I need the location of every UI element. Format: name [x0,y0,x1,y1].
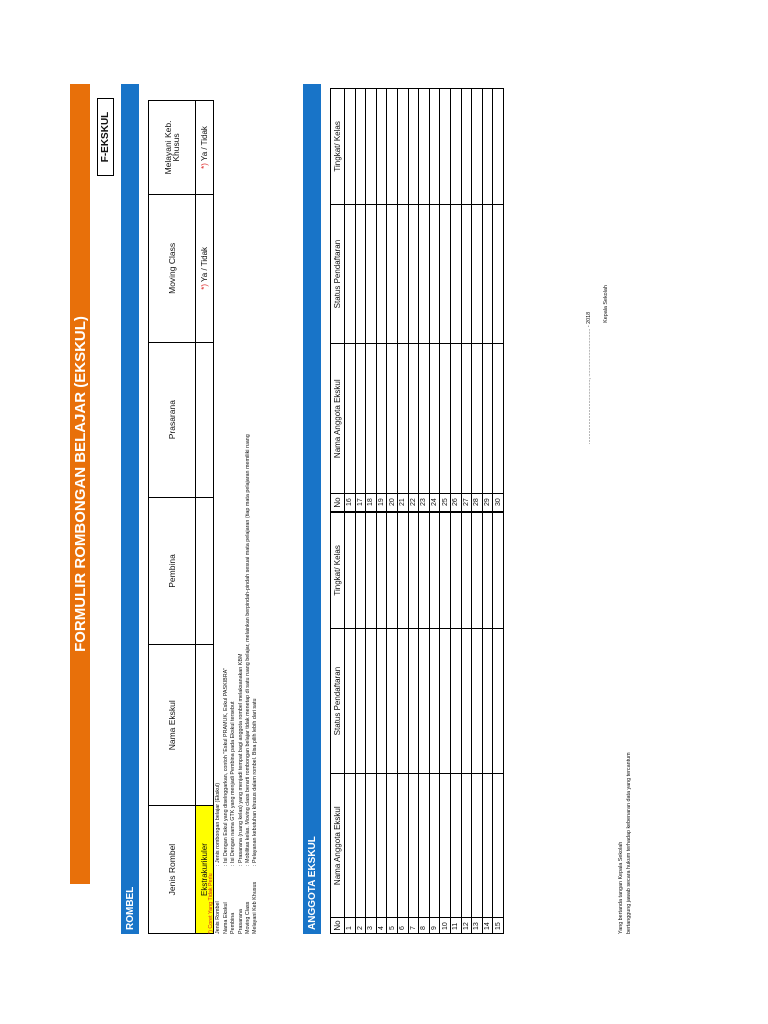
moving-class-value: Ya / Tidak [199,246,209,285]
table-row [408,89,419,512]
col-nama-ekskul: Nama Ekskul [149,645,196,806]
nama-anggota-cell[interactable] [387,774,398,918]
table-row [472,513,483,934]
tingkat-kelas-cell[interactable] [397,513,408,629]
status-pendaftaran-cell[interactable] [345,204,356,344]
nama-anggota-cell[interactable] [429,344,440,494]
row-number: 5 [387,918,398,934]
row-number: 18 [366,494,377,512]
nama-anggota-cell[interactable] [345,344,356,494]
status-pendaftaran-cell[interactable] [482,628,493,774]
nama-anggota-cell[interactable] [355,344,366,494]
status-pendaftaran-cell[interactable] [366,628,377,774]
table-row [387,89,398,512]
cell-melayani[interactable]: *) Ya / Tidak [196,101,214,195]
anggota-band [303,84,321,934]
row-number: 17 [355,494,366,512]
note-item: Pembina: Isi Dengan nama GTK yang menjadi Pembina pada Ekskul tersebut [230,701,237,934]
notes-block [208,74,260,934]
tingkat-kelas-cell[interactable] [482,513,493,629]
anggota-header-row [331,513,345,934]
table-row [397,513,408,934]
nama-anggota-cell[interactable] [366,344,377,494]
nama-anggota-cell[interactable] [376,774,387,918]
signature-statement-2: bertanggung jawab secara hukum terhadap kebenaran data yang tercantum [626,752,632,934]
table-row [493,513,504,934]
tingkat-kelas-cell[interactable] [355,513,366,629]
tingkat-kelas-cell[interactable] [429,513,440,629]
anggota-right-body [345,89,504,512]
tingkat-kelas-cell[interactable] [387,513,398,629]
status-pendaftaran-cell[interactable] [450,628,461,774]
table-row [419,89,430,512]
anggota-label: ANGGOTA EKSKUL [306,836,318,930]
table-row [366,89,377,512]
tingkat-kelas-cell[interactable] [408,89,419,205]
table-row [450,513,461,934]
status-pendaftaran-cell[interactable] [472,204,483,344]
row-number: 24 [429,494,440,512]
table-row [461,513,472,934]
nama-anggota-cell[interactable] [419,344,430,494]
tingkat-kelas-cell[interactable] [450,513,461,629]
status-pendaftaran-cell[interactable] [493,628,504,774]
tingkat-kelas-cell[interactable] [376,513,387,629]
row-number: 7 [408,918,419,934]
note-item: Moving Class: Mobilitas kelas. Moving class berarti rombongan belajar tidak menetap di satu ruang belajar, melainkan berpindah-pindah sesuai mata pelajaran (tiap mata pelajaran memiliki ruang [245,434,252,934]
col-status-pendaftaran: Status Pendaftaran [331,204,345,344]
tingkat-kelas-cell[interactable] [450,89,461,205]
tingkat-kelas-cell[interactable] [387,89,398,205]
status-pendaftaran-cell[interactable] [440,628,451,774]
status-pendaftaran-cell[interactable] [397,628,408,774]
status-pendaftaran-cell[interactable] [493,204,504,344]
rombel-label: ROMBEL [124,886,136,930]
table-row [440,513,451,934]
status-pendaftaran-cell[interactable] [408,204,419,344]
tingkat-kelas-cell[interactable] [429,89,440,205]
tingkat-kelas-cell[interactable] [376,89,387,205]
table-row [345,89,356,512]
form-code: F-EKSKUL [100,111,111,163]
rombel-header-row [149,101,196,934]
row-number: 27 [461,494,472,512]
row-number: 15 [493,918,504,934]
row-number: 1 [345,918,356,934]
col-nama-anggota: Nama Anggota Ekskul [331,344,345,494]
row-number: 16 [345,494,356,512]
col-no: No [331,494,345,512]
table-row [429,89,440,512]
nama-anggota-cell[interactable] [440,344,451,494]
anggota-left-body [345,513,504,934]
status-pendaftaran-cell[interactable] [408,628,419,774]
nama-anggota-cell[interactable] [450,344,461,494]
nama-anggota-cell[interactable] [472,774,483,918]
nama-anggota-cell[interactable] [482,774,493,918]
anggota-table-right [330,88,504,512]
tingkat-kelas-cell[interactable] [345,89,356,205]
note-item: Prasarana: Prasarana (ruang kelas) yang menjadi tempat bagi anggota rombel melaksanakan KBM [237,653,244,934]
status-pendaftaran-cell[interactable] [440,204,451,344]
status-pendaftaran-cell[interactable] [472,628,483,774]
note-item: Nama Ekskul: Isi Dengan Eskul yang diselnggarkan, contoh "Eskul PRAMUK, Eskul PASKIBRA" [222,667,229,934]
nama-anggota-cell[interactable] [450,774,461,918]
tingkat-kelas-cell[interactable] [461,513,472,629]
col-no: No [331,918,345,934]
status-pendaftaran-cell[interactable] [355,204,366,344]
table-row [387,513,398,934]
tingkat-kelas-cell[interactable] [355,89,366,205]
col-pembina: Pembina [149,497,196,645]
nama-anggota-cell[interactable] [397,774,408,918]
tingkat-kelas-cell[interactable] [419,89,430,205]
rombel-table [148,100,214,934]
col-jenis-rombel: Jenis Rombel [149,806,196,934]
table-row [461,89,472,512]
row-number: 11 [450,918,461,934]
nama-anggota-cell[interactable] [461,344,472,494]
status-pendaftaran-cell[interactable] [376,204,387,344]
table-row [482,89,493,512]
row-number: 23 [419,494,430,512]
note-item: Jenis Rombel: Jenis rombongan belajar (Ekskul) [215,783,222,934]
row-number: 3 [366,918,377,934]
table-row [366,513,377,934]
note-coret: *) Coret Yang Tidak Perlu [208,873,214,934]
nama-anggota-cell[interactable] [482,344,493,494]
row-number: 10 [440,918,451,934]
row-number: 22 [408,494,419,512]
row-number: 28 [472,494,483,512]
col-prasarana: Prasarana [149,342,196,497]
row-number: 6 [397,918,408,934]
signature-left [617,514,633,934]
status-pendaftaran-cell[interactable] [387,628,398,774]
status-pendaftaran-cell[interactable] [397,204,408,344]
nama-anggota-cell[interactable] [461,774,472,918]
status-pendaftaran-cell[interactable] [429,204,440,344]
nama-anggota-cell[interactable] [376,344,387,494]
row-number: 30 [493,494,504,512]
row-number: 13 [472,918,483,934]
table-row [429,513,440,934]
nama-anggota-cell[interactable] [493,774,504,918]
status-pendaftaran-cell[interactable] [366,204,377,344]
col-status-pendaftaran: Status Pendaftaran [331,628,345,774]
table-row [450,89,461,512]
col-tingkat-kelas: Tingkat/ Kelas [331,89,345,205]
tingkat-kelas-cell[interactable] [366,89,377,205]
signature-date-line: ..........................................., ................................ - 2018 [586,311,592,444]
table-row [482,513,493,934]
nama-anggota-cell[interactable] [440,774,451,918]
row-number: 29 [482,494,493,512]
nama-anggota-cell[interactable] [429,774,440,918]
nama-anggota-cell[interactable] [408,344,419,494]
title-band [70,84,90,884]
nama-anggota-cell[interactable] [366,774,377,918]
row-number: 9 [429,918,440,934]
tingkat-kelas-cell[interactable] [345,513,356,629]
anggota-table-left [330,512,504,934]
col-nama-anggota: Nama Anggota Ekskul [331,774,345,918]
table-row [440,89,451,512]
table-row [397,89,408,512]
tingkat-kelas-cell[interactable] [397,89,408,205]
tingkat-kelas-cell[interactable] [461,89,472,205]
anggota-header-row [331,89,345,512]
col-moving-class: Moving Class [149,194,196,342]
col-melayani: Melayani Keb. Khusus [149,101,196,195]
form-code-box [97,98,114,176]
tingkat-kelas-cell[interactable] [482,89,493,205]
table-row [355,513,366,934]
nama-anggota-cell[interactable] [345,774,356,918]
table-row [376,513,387,934]
table-row [355,89,366,512]
status-pendaftaran-cell[interactable] [461,204,472,344]
signature-role: Kepala Sekolah [603,285,609,323]
row-number: 8 [419,918,430,934]
row-number: 25 [440,494,451,512]
status-pendaftaran-cell[interactable] [482,204,493,344]
note-item: Melayani Keb Khusus: Pelayanan kebutuhan khusus dalam rombel. Bisa pilih lebih dari satu [252,698,259,934]
tingkat-kelas-cell[interactable] [493,513,504,629]
row-number: 21 [397,494,408,512]
nama-anggota-cell[interactable] [387,344,398,494]
rombel-band [121,84,139,934]
row-number: 14 [482,918,493,934]
tingkat-kelas-cell[interactable] [472,89,483,205]
melayani-value: Ya / Tidak [199,126,209,164]
table-row [408,513,419,934]
row-number: 20 [387,494,398,512]
row-number: 2 [355,918,366,934]
table-row [472,89,483,512]
status-pendaftaran-cell[interactable] [419,628,430,774]
cell-jenis-rombel[interactable]: Ekstrakurikuler [196,806,214,934]
tingkat-kelas-cell[interactable] [366,513,377,629]
row-number: 12 [461,918,472,934]
status-pendaftaran-cell[interactable] [376,628,387,774]
status-pendaftaran-cell[interactable] [387,204,398,344]
status-pendaftaran-cell[interactable] [419,204,430,344]
table-row [493,89,504,512]
table-row [345,513,356,934]
nama-anggota-cell[interactable] [493,344,504,494]
row-number: 26 [450,494,461,512]
nama-anggota-cell[interactable] [419,774,430,918]
nama-anggota-cell[interactable] [408,774,419,918]
table-row [376,89,387,512]
tingkat-kelas-cell[interactable] [408,513,419,629]
tingkat-kelas-cell[interactable] [419,513,430,629]
tingkat-kelas-cell[interactable] [493,89,504,205]
nama-anggota-cell[interactable] [397,344,408,494]
nama-anggota-cell[interactable] [472,344,483,494]
tingkat-kelas-cell[interactable] [472,513,483,629]
form-title: FORMULIR ROMBONGAN BELAJAR (EKSKUL) [71,316,89,652]
status-pendaftaran-cell[interactable] [345,628,356,774]
status-pendaftaran-cell[interactable] [355,628,366,774]
status-pendaftaran-cell[interactable] [450,204,461,344]
status-pendaftaran-cell[interactable] [461,628,472,774]
tingkat-kelas-cell[interactable] [440,89,451,205]
row-number: 19 [376,494,387,512]
col-tingkat-kelas: Tingkat/ Kelas [331,513,345,629]
status-pendaftaran-cell[interactable] [429,628,440,774]
table-row [419,513,430,934]
nama-anggota-cell[interactable] [355,774,366,918]
tingkat-kelas-cell[interactable] [440,513,451,629]
row-number: 4 [376,918,387,934]
cell-moving-class[interactable]: *) Ya / Tidak [196,194,214,342]
signature-statement: Yang bertanda tangan Kepala Sekolah [618,841,624,934]
